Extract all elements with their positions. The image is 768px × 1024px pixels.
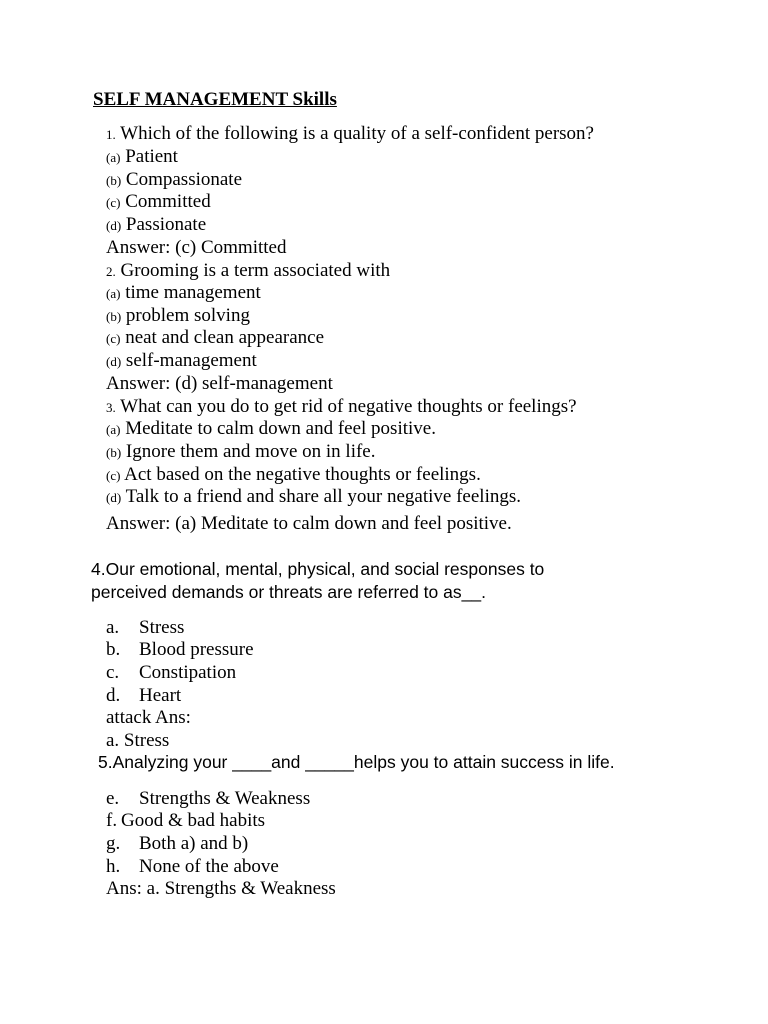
option-item — [106, 686, 181, 705]
option-mark: d. — [106, 685, 121, 706]
question-4-line-1: 4.Our emotional, mental, physical, and social responses to — [91, 559, 545, 579]
option-mark: (d) — [106, 490, 122, 505]
option-text: Good & bad habits — [121, 810, 266, 831]
option-item — [106, 351, 257, 370]
answer-text: Ans: a. Strengths & Weakness — [106, 878, 336, 899]
question-number: 1. — [106, 127, 116, 142]
option-text: Committed — [125, 191, 211, 212]
option-mark: h. — [106, 856, 121, 877]
question-text: Which of the following is a quality of a self-confident person? — [120, 123, 594, 144]
page-title: SELF MANAGEMENT Skills — [93, 89, 337, 110]
question-5: 5.Analyzing your ____and _____helps you to attain success in life. — [98, 752, 615, 772]
option-item — [106, 328, 324, 347]
option-text: Ignore them and move on in life. — [125, 441, 376, 462]
question-text: Grooming is a term associated with — [120, 260, 391, 281]
option-item — [106, 215, 206, 234]
answer-text: a. Stress — [106, 730, 170, 751]
option-mark: a. — [106, 617, 120, 638]
option-text: Meditate to calm down and feel positive. — [125, 418, 436, 439]
answer-text: Answer: (d) self-management — [106, 373, 333, 394]
answer-text: Answer: (a) Meditate to calm down and feel positive. — [106, 513, 512, 534]
option-mark: (c) — [106, 195, 121, 210]
option-mark: b. — [106, 639, 121, 660]
option-text: Stress — [139, 617, 185, 638]
option-item — [106, 811, 265, 830]
option-text: time management — [125, 282, 261, 303]
option-mark: (b) — [106, 173, 122, 188]
option-item — [106, 640, 254, 659]
option-mark: (c) — [106, 331, 121, 346]
option-text: Passionate — [125, 214, 207, 235]
option-text: neat and clean appearance — [125, 327, 325, 348]
option-mark: (a) — [106, 150, 121, 165]
option-item — [106, 306, 250, 325]
option-text: problem solving — [125, 305, 250, 326]
option-item — [106, 442, 376, 461]
answer-text: attack Ans: — [106, 707, 191, 728]
option-mark: (b) — [106, 309, 122, 324]
option-mark: (b) — [106, 445, 122, 460]
option-item — [106, 789, 310, 808]
option-text: None of the above — [139, 856, 279, 877]
option-text: Both a) and b) — [139, 833, 249, 854]
option-text: Strengths & Weakness — [139, 788, 311, 809]
option-item — [106, 834, 248, 853]
option-item — [106, 465, 481, 484]
option-mark: f. — [106, 810, 118, 831]
option-item — [106, 147, 178, 166]
option-text: Patient — [125, 146, 178, 167]
option-mark: e. — [106, 788, 120, 809]
option-item — [106, 192, 211, 211]
option-mark: (d) — [106, 218, 122, 233]
question-4-line-2: perceived demands or threats are referred to as__. — [91, 582, 486, 602]
question-number: 2. — [106, 264, 116, 279]
question-1 — [106, 124, 594, 143]
option-item — [106, 283, 261, 302]
option-mark: (c) — [106, 468, 121, 483]
option-text: Act based on the negative thoughts or feelings. — [124, 464, 481, 485]
question-text: What can you do to get rid of negative thoughts or feelings? — [120, 396, 577, 417]
option-text: Compassionate — [125, 169, 243, 190]
option-text: Blood pressure — [139, 639, 254, 660]
option-text: Constipation — [139, 662, 237, 683]
question-2 — [106, 261, 390, 280]
option-mark: g. — [106, 833, 121, 854]
option-mark: c. — [106, 662, 120, 683]
option-text: self-management — [125, 350, 257, 371]
answer-text: Answer: (c) Committed — [106, 237, 287, 258]
option-text: Heart — [139, 685, 182, 706]
option-item — [106, 857, 279, 876]
option-item — [106, 170, 242, 189]
question-number: 3. — [106, 400, 116, 415]
option-item — [106, 663, 236, 682]
option-mark: (a) — [106, 286, 121, 301]
question-3 — [106, 397, 577, 416]
option-item — [106, 419, 436, 438]
option-mark: (d) — [106, 354, 122, 369]
option-text: Talk to a friend and share all your negative feelings. — [125, 486, 522, 507]
option-mark: (a) — [106, 422, 121, 437]
option-item — [106, 487, 521, 506]
option-item — [106, 618, 184, 637]
